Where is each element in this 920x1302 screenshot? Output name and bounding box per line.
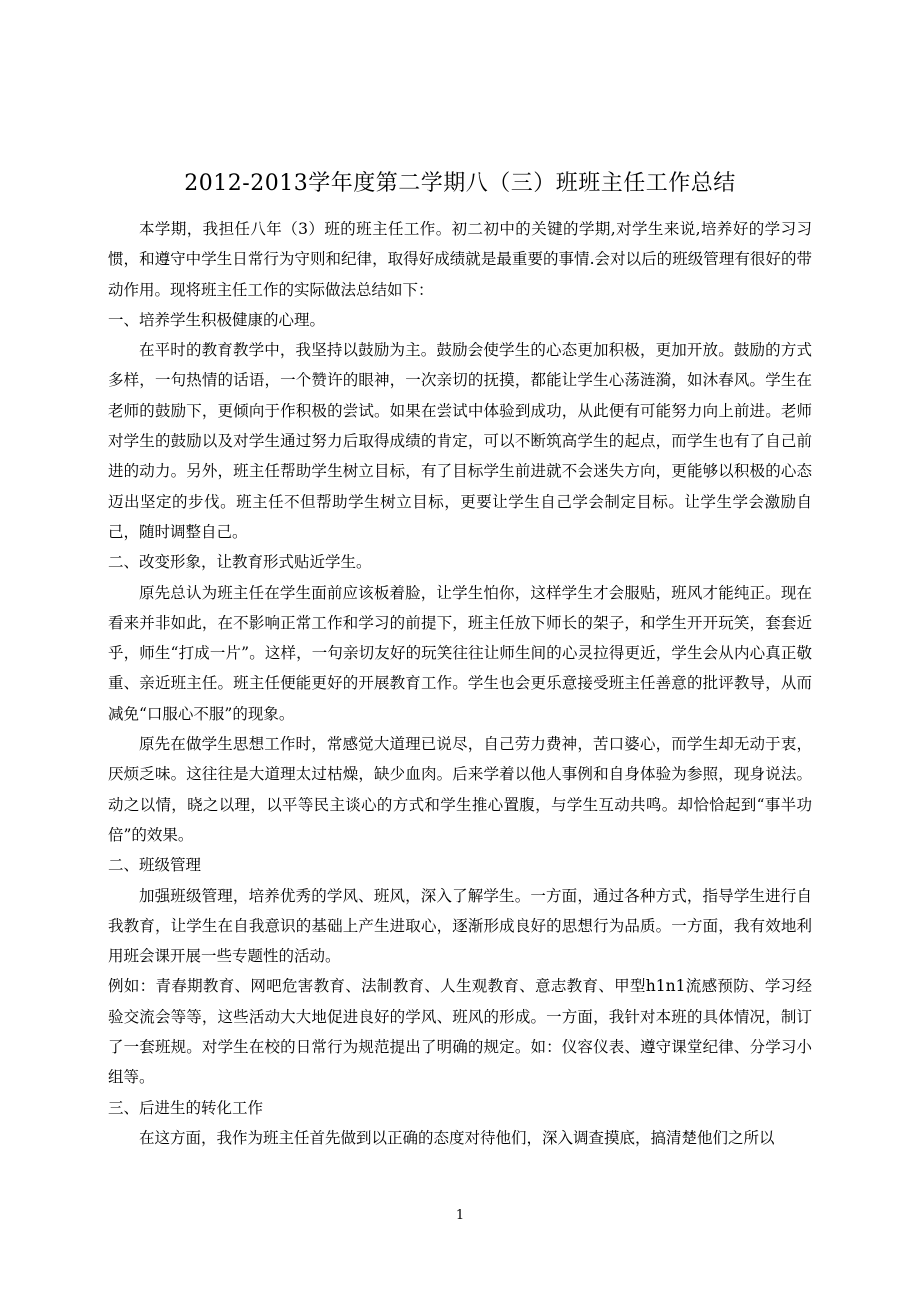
section-heading-3: 二、班级管理 xyxy=(108,856,202,875)
document-title: 2012-2013学年度第二学期八（三）班班主任工作总结 xyxy=(184,171,736,196)
paragraph-encouragement: 在平时的教育教学中，我坚持以鼓励为主。鼓励会使学生的心态更加积极，更加开放。鼓励的方式多样，一句热情的话语，一个赞许的眼神，一次亲切的抚摸，都能让学生心荡涟漪，如沐春风。学生在老师的鼓励下，更倾向于作积极的尝试。如果在尝试中体验到成功，从此便有可能努力向上前进。老师对学生的鼓励以及对学生通过努力后取得成绩的肯定，可以不断筑高学生的起点，而学生也有了自己前进的动力。另外，班主任帮助学生树立目标，有了目标学生前进就不会迷失方向，更能够以积极的心态迈出坚定的步伐。班主任不但帮助学生树立目标，更要让学生自己学会制定目标。让学生学会激励自己，随时调整自己。 xyxy=(108,341,812,541)
paragraph-activities: 例如：青春期教育、网吧危害教育、法制教育、人生观教育、意志教育、甲型h1n1流感预防、学习经验交流会等等，这些活动大大地促进良好的学风、班风的形成。一方面，我针对本班的具体情况，制订了一套班规。对学生在校的日常行为规范提出了明确的规定。如：仪容仪表、遵守课堂纪律、分学习小组等。 xyxy=(108,977,812,1087)
section-heading-2: 二、改变形象，让教育形式贴近学生。 xyxy=(108,553,372,572)
section-heading-1: 一、培养学生积极健康的心理。 xyxy=(108,310,326,329)
paragraph-intro: 本学期，我担任八年（3）班的班主任工作。初二初中的关键的学期,对学生来说,培养好的学习习惯，和遵守中学生日常行为守则和纪律，取得好成绩就是最重要的事情.会对以后的班级管理有很好的带动作用。现将班主任工作的实际做法总结如下： xyxy=(108,220,812,299)
page-number: 1 xyxy=(455,1208,465,1223)
section-heading-4: 三、后进生的转化工作 xyxy=(108,1098,264,1117)
paragraph-thought-work: 原先在做学生思想工作时，常感觉大道理已说尽，自己劳力费神，苦口婆心，而学生却无动于衷，厌烦乏味。这往往是大道理太过枯燥，缺少血肉。后来学着以他人事例和自身体验为参照，现身说法。动之以情，晓之以理，以平等民主谈心的方式和学生推心置腹，与学生互动共鸣。却恰恰起到“事半功倍”的效果。 xyxy=(108,735,812,844)
paragraph-image-change: 原先总认为班主任在学生面前应该板着脸，让学生怕你，这样学生才会服贴，班风才能纯正。现在看来并非如此，在不影响正常工作和学习的前提下，班主任放下师长的架子，和学生开开玩笑，套套近乎，师生“打成一片”。这样，一句亲切友好的玩笑往往让师生间的心灵拉得更近，学生会从内心真正敬重、亲近班主任。班主任便能更好的开展教育工作。学生也会更乐意接受班主任善意的批评教导，从而减免“口服心不服”的现象。 xyxy=(108,583,812,723)
paragraph-struggling-students: 在这方面，我作为班主任首先做到以正确的态度对待他们，深入调查摸底，搞清楚他们之所以 xyxy=(139,1128,775,1147)
paragraph-class-management: 加强班级管理，培养优秀的学风、班风，深入了解学生。一方面，通过各种方式，指导学生进行自我教育，让学生在自我意识的基础上产生进取心，逐渐形成良好的思想行为品质。一方面，我有效地利用班会课开展一些专题性的活动。 xyxy=(108,886,812,966)
